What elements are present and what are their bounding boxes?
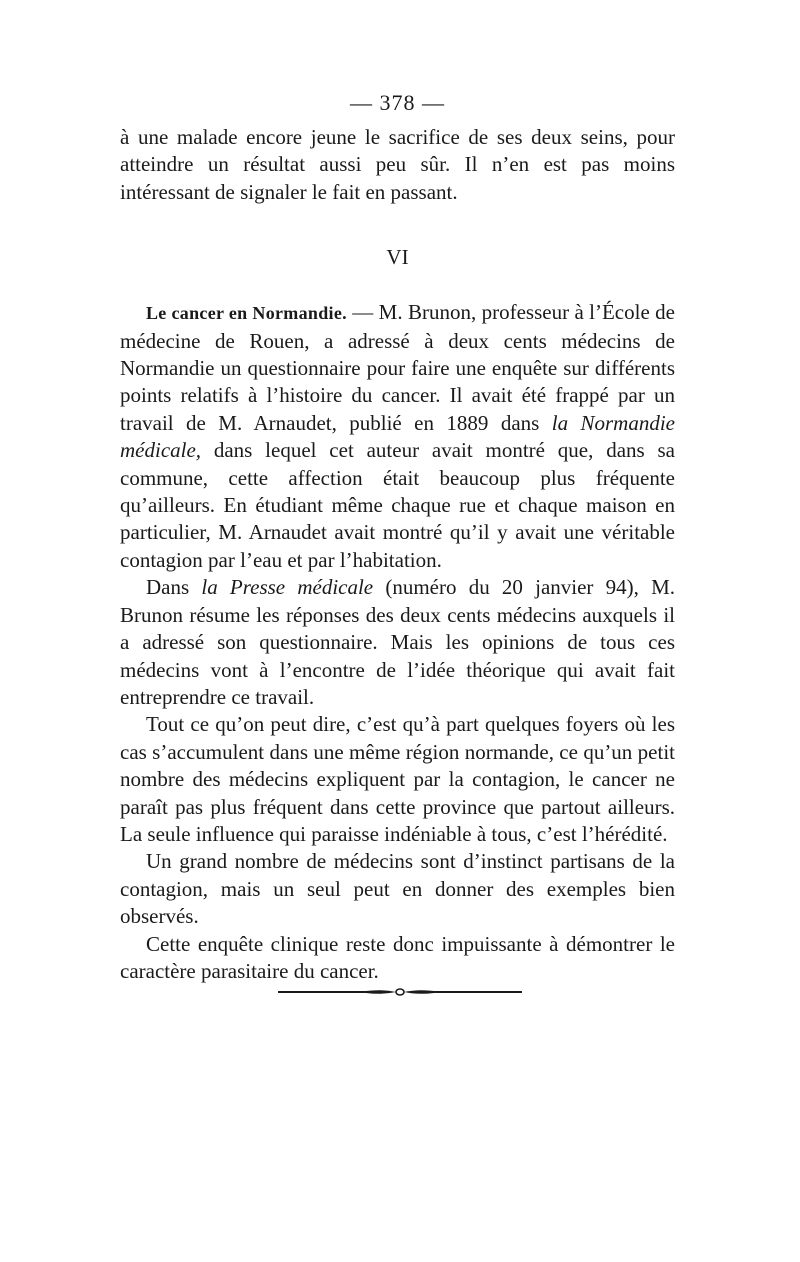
paragraph-3: Tout ce qu’on peut dire, c’est qu’à part quelques foyers où les cas s’accumulent dans une même région normande, ce qu’un petit nombre des médecins expliquent par la contagion, le cancer ne paraît pas plus fréquent dans cette province que partout ailleurs. La seule influence qui paraisse indéniable à tous, c’est l’hérédité. (120, 712, 675, 846)
page-number: — 378 — (350, 90, 445, 115)
paragraph-2-italic: la Presse médicale (201, 575, 374, 600)
book-page (120, 88, 675, 985)
paragraph-1-text-b: dans lequel cet auteur avait montré que, dans sa commune, cette affection était beaucoup plus fréquente qu’ailleurs. En étudiant même chaque rue et chaque maison en particulier, M. Arnaudet avait montré qu’il y avait une véritable contagion par l’eau et par l’habitation. (120, 438, 675, 572)
paragraph-2-text-a: Dans (146, 575, 202, 600)
section-heading: Le cancer en Normandie. (146, 303, 347, 324)
intro-paragraph: à une malade encore jeune le sacrifice de ses deux seins, pour atteindre un résultat aussi peu sûr. Il n’en est pas moins intéressant de signaler le fait en passant. (120, 125, 675, 204)
end-ornament (278, 985, 522, 999)
section-number: VI (386, 245, 409, 270)
paragraph-5: Cette enquête clinique reste donc impuissante à démontrer le caractère parasitaire du cancer. (120, 931, 675, 983)
paragraph-1 (120, 299, 675, 574)
paragraph-1-italic: la Normandie médicale, (120, 410, 675, 463)
paragraph-2-text-b: (numéro du 20 janvier 94), M. Brunon résume les réponses des deux cents médecins auxquels il a adressé son questionnaire. Mais les opinions de tous ces médecins vont à l’encontre de l’idée théorique qui avait fait entreprendre ce travail. (120, 575, 675, 709)
paragraph-1-text-a: — M. Brunon, professeur à l’École de médecine de Rouen, a adressé à deux cents médecins de Normandie un questionnaire pour faire une enquête sur différents points relatifs à l’histoire du cancer. Il avait été frappé par un travail de M. Arnaudet, publié en 1889 dans (120, 300, 675, 435)
paragraph-4: Un grand nombre de médecins sont d’instinct partisans de la contagion, mais un seul peut en donner des exemples bien observés. (120, 849, 675, 929)
paragraph-2 (120, 574, 675, 711)
